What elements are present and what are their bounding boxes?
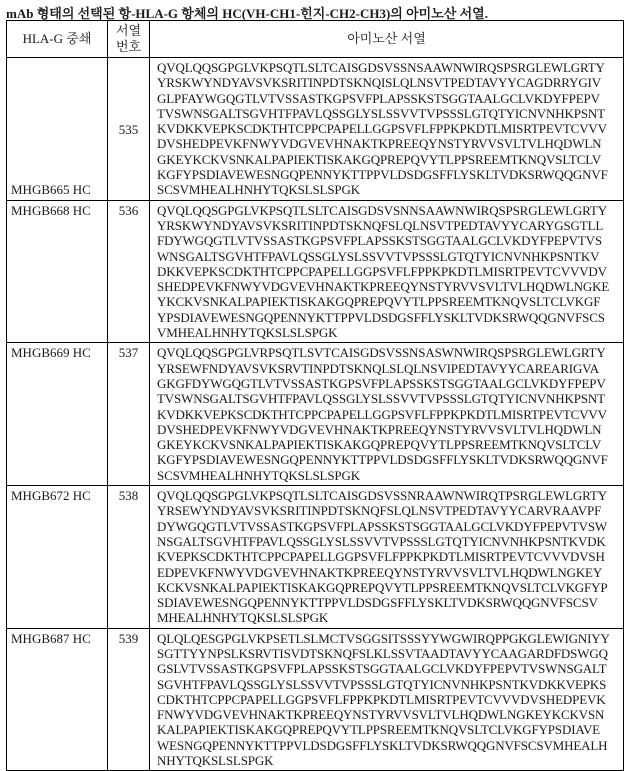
sequence-line: KVEPKSCDKTHTCPPCPAPELLGGPSVFLFPPKPKDTLMISRTPEVTCVVVDVSH bbox=[157, 549, 623, 564]
sequence-line: CDKTHTCPPCPAPELLGGPSVFLFPPKPKDTLMISRTPEVTCVVVDVSHEDPEVK bbox=[157, 692, 623, 707]
sequence-line: TVSWNSGALTSGVHTFPAVLQSSGLYSLSSVVTVPSSSLGTQTYICNVNHKPSNT bbox=[157, 391, 623, 406]
clone-name: MHGB669 HC bbox=[7, 343, 108, 486]
sequence-line: DVSHEDPEVKFNWYVDGVEVHNAKTKPREEQYNSTYRVVSVLTVLHQDWLN bbox=[157, 422, 623, 437]
clone-name: MHGB672 HC bbox=[7, 486, 108, 629]
sequence-line: YRSEWFNDYAVSVKSRVTINPDTSKNQLSLQLNSVIPEDTAVYYCAREARIGVA bbox=[157, 361, 623, 376]
sequence-line: GKEYKCKVSNKALPAPIEKTISKAKGQPREPQVYTLPPSREEMTKNQVSLTCLV bbox=[157, 437, 623, 452]
clone-name: MHGB665 HC bbox=[7, 58, 108, 201]
seq-id-number: 536 bbox=[108, 200, 150, 343]
sequence-line: KVDKKVEPKSCDKTHTCPPCPAPELLGGPSVFLFPPKPKDTLMISRTPEVTCVVV bbox=[157, 407, 623, 422]
sequence-line: YRSEWYNDYAVSVKSRITINPDTSKNQFSLQLNSVTPEDTAVYYCARVRAAVPF bbox=[157, 503, 623, 518]
table-row bbox=[7, 486, 624, 629]
sequence-line: SCSVMHEALHNHYTQKSLSLSPGK bbox=[157, 468, 623, 483]
sequence-line: DKKVEPKSCDKTHTCPPCPAPELLGGPSVFLFPPKPKDTLMISRTPEVTCVVVDV bbox=[157, 264, 623, 279]
sequence-line: VMHEALHNHYTQKSLSLSPGK bbox=[157, 325, 623, 340]
sequence-line: NSGALTSGVHTFPAVLQSSGLYSLSSVVTVPSSSLGTQTYICNVNHKPSNTKVDK bbox=[157, 534, 623, 549]
amino-acid-sequence bbox=[150, 200, 624, 343]
sequence-line: KCKVSNKALPAPIEKTISKAKGQPREPQVYTLPPSREEMTKNQVSLTCLVKGFYP bbox=[157, 580, 623, 595]
sequence-line: WESNGQPENNYKTTPPVLDSDGSFFLYSKLTVDKSRWQQGNVFSCSVMHEALH bbox=[157, 738, 623, 753]
sequence-line: SCSVMHEALHNHYTQKSLSLSPGK bbox=[157, 182, 623, 197]
sequence-line: WNSGALTSGVHTFPAVLQSSGLYSLSSVVTVPSSSLGTQTYICNVNHKPSNTKV bbox=[157, 249, 623, 264]
header-seq-no-line2: 번호 bbox=[108, 39, 149, 55]
sequence-line: MHEALHNHYTQKSLSLSPGK bbox=[157, 610, 623, 625]
sequence-line: QVQLQQSGPGLVRPSQTLSVTCAISGDSVSSNSASWNWIRQSPSRGLEWLGRTY bbox=[157, 345, 623, 360]
sequence-line: GKGFDYWGQGTLVTVSSASTKGPSVFPLAPSSKSTSGGTAALGCLVKDYFPEPV bbox=[157, 376, 623, 391]
clone-name: MHGB687 HC bbox=[7, 628, 108, 771]
sequence-line: DYWGQGTLVTVSSASTKGPSVFPLAPSSKSTSGGTAALGCLVKDYFPEPVTVSW bbox=[157, 519, 623, 534]
sequence-line: YKCKVSNKALPAPIEKTISKAKGQPREPQVYTLPPSREEMTKNQVSLTCLVKGF bbox=[157, 294, 623, 309]
amino-acid-sequence bbox=[150, 486, 624, 629]
seq-id-number: 538 bbox=[108, 486, 150, 629]
sequence-line: KGFYPSDIAVEWESNGQPENNYKTTPPVLDSDGSFFLYSKLTVDKSRWQQGNVF bbox=[157, 167, 623, 182]
sequence-line: SDIAVEWESNGQPENNYKTTPPVLDSDGSFFLYSKLTVDKSRWQQGNVFSCSV bbox=[157, 595, 623, 610]
seq-id-number: 535 bbox=[108, 58, 150, 201]
sequence-line: YRSKWYNDYAVSVKSRITINPDTSKNQFSLQLNSVTPEDTAVYYCARYGSGTLL bbox=[157, 218, 623, 233]
header-clone: HLA-G 중쇄 bbox=[7, 21, 108, 58]
sequence-line: QVQLQQSGPGLVKPSQTLSLTCAISGDSVSNNSAAWNWIRQSPSRGLEWLGRTY bbox=[157, 203, 623, 218]
sequence-line: GLPFAYWGQGTLVTVSSASTKGPSVFPLAPSSKSTSGGTAALGCLVKDYFPEPV bbox=[157, 91, 623, 106]
sequence-line: YPSDIAVEWESNGQPENNYKTTPPVLDSDGSFFLYSKLTVDKSRWQQGNVFSCS bbox=[157, 310, 623, 325]
sequence-line: QLQLQESGPGLVKPSETLSLMCTVSGGSITSSSYYWGWIRQPPGKGLEWIGNIYY bbox=[157, 631, 623, 646]
table-row bbox=[7, 628, 624, 771]
sequence-line: SGVHTFPAVLQSSGLYSLSSVVTVPSSSLGTQTYICNVNHKPSNTKVDKKVEPKS bbox=[157, 677, 623, 692]
table-caption: mAb 형태의 선택된 항-HLA-G 항체의 HC(VH-CH1-힌지-CH2-CH3)의 아미노산 서열. bbox=[6, 3, 488, 22]
sequence-line: DVSHEDPEVKFNWYVDGVEVHNAKTKPREEQYNSTYRVVSVLTVLHQDWLN bbox=[157, 136, 623, 151]
sequence-line: EDPEVKFNWYVDGVEVHNAKTKPREEQYNSTYRVVSVLTVLHQDWLNGKEY bbox=[157, 565, 623, 580]
table-row bbox=[7, 200, 624, 343]
sequence-line: TVSWNSGALTSGVHTFPAVLQSSGLYSLSSVVTVPSSSLGTQTYICNVNHKPSNT bbox=[157, 106, 623, 121]
sequence-line: QVQLQQSGPGLVKPSQTLSLTCAISGDSVSSNSAAWNWIRQSPSRGLEWLGRTY bbox=[157, 60, 623, 75]
sequence-line: KGFYPSDIAVEWESNGQPENNYKTTPPVLDSDGSFFLYSKLTVDKSRWQQGNVF bbox=[157, 452, 623, 467]
seq-id-number: 537 bbox=[108, 343, 150, 486]
sequence-line: FDYWGQGTLVTVSSASTKGPSVFPLAPSSKSTSGGTAALGCLVKDYFPEPVTVS bbox=[157, 233, 623, 248]
amino-acid-sequence bbox=[150, 58, 624, 201]
header-sequence: 아미노산 서열 bbox=[150, 21, 624, 58]
amino-acid-sequence bbox=[150, 628, 624, 771]
sequence-line: KALPAPIEKTISKAKGQPREPQVYTLPPSREEMTKNQVSLTCLVKGFYPSDIAVE bbox=[157, 722, 623, 737]
sequence-line: NHYTQKSLSLSPGK bbox=[157, 753, 623, 768]
amino-acid-sequence bbox=[150, 343, 624, 486]
clone-name: MHGB668 HC bbox=[7, 200, 108, 343]
seq-id-number: 539 bbox=[108, 628, 150, 771]
sequence-line: QVQLQQSGPGLVKPSQTLSLTCAISGDSVSSNRAAWNWIRQTPSRGLEWLGRTY bbox=[157, 488, 623, 503]
sequence-line: YRSKWYNDYAVSVKSRITINPDTSKNQISLQLNSVTPEDTAVYYCAGDRRYGIV bbox=[157, 75, 623, 90]
table-row bbox=[7, 58, 624, 201]
table-header-row bbox=[7, 21, 624, 58]
sequence-line: KVDKKVEPKSCDKTHTCPPCPAPELLGGPSVFLFPPKPKDTLMISRTPEVTCVVV bbox=[157, 121, 623, 136]
sequence-line: SHEDPEVKFNWYVDGVEVHNAKTKPREEQYNSTYRVVSVLTVLHQDWLNGKE bbox=[157, 279, 623, 294]
sequence-line: FNWYVDGVEVHNAKTKPREEQYNSTYRVVSVLTVLHQDWLNGKEYKCKVSN bbox=[157, 707, 623, 722]
header-seq-no bbox=[108, 21, 150, 58]
sequence-line: SGTTYYNPSLKSRVTISVDTSKNQFSLKLSSVTAADTAVYYCAAGARDFDSWGQ bbox=[157, 646, 623, 661]
sequence-line: GSLVTVSSASTKGPSVFPLAPSSKSTSGGTAALGCLVKDYFPEPVTVSWNSGALT bbox=[157, 661, 623, 676]
table-row bbox=[7, 343, 624, 486]
sequence-line: GKEYKCKVSNKALPAPIEKTISKAKGQPREPQVYTLPPSREEMTKNQVSLTCLV bbox=[157, 152, 623, 167]
sequence-table bbox=[6, 20, 624, 771]
header-seq-no-line1: 서열 bbox=[108, 23, 149, 39]
